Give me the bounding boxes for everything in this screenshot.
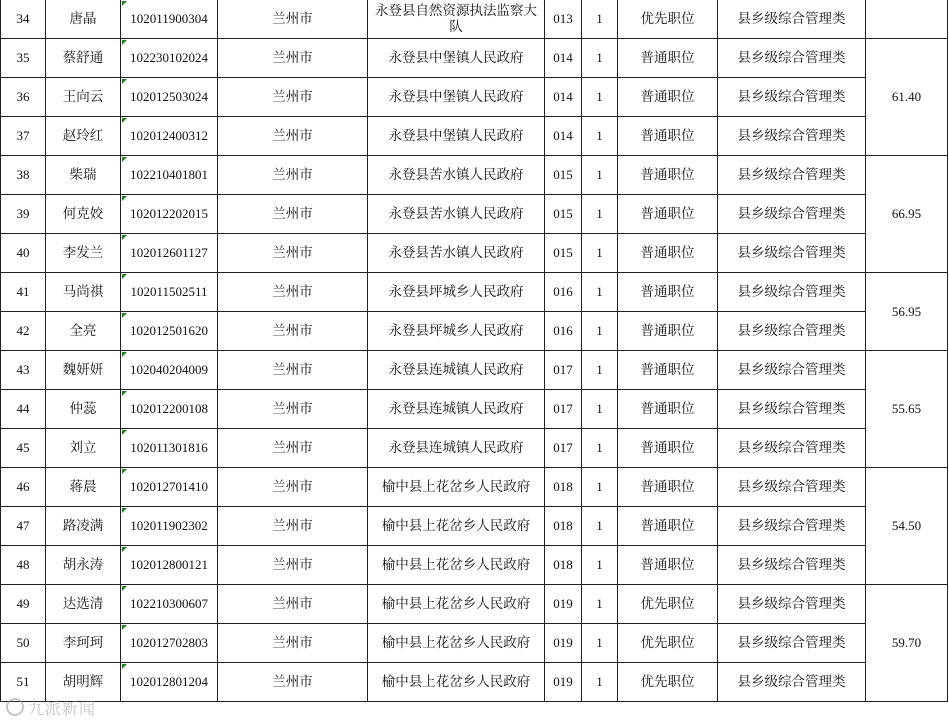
hiring-count-cell: 1 [582,234,618,273]
position-code-cell: 019 [545,663,582,702]
employer-unit-cell [368,468,545,507]
minimum-score-cell [866,0,948,39]
city-cell: 兰州市 [218,546,368,585]
position-type-cell: 优先职位 [618,624,718,663]
exam-id-cell: 102012501620 [121,312,218,351]
hiring-count-cell: 1 [582,351,618,390]
table-row [1,507,948,546]
exam-id-cell: 102012503024 [121,78,218,117]
table-row [1,429,948,468]
city-cell: 兰州市 [218,117,368,156]
exam-id-cell: 102011502511 [121,273,218,312]
employer-unit-cell [368,663,545,702]
city-cell: 兰州市 [218,195,368,234]
employer-unit-text: 永登县苦水镇人民政府 [388,206,524,222]
city-cell: 兰州市 [218,234,368,273]
employer-unit-cell [368,351,545,390]
position-category-cell: 县乡级综合管理类 [718,546,866,585]
hiring-count-cell: 1 [582,585,618,624]
position-category-cell: 县乡级综合管理类 [718,78,866,117]
position-type-cell: 普通职位 [618,156,718,195]
position-type-cell: 普通职位 [618,195,718,234]
city-cell: 兰州市 [218,351,368,390]
name-cell: 蒋晨 [46,468,121,507]
position-type-cell: 普通职位 [618,546,718,585]
position-code-cell: 015 [545,156,582,195]
hiring-count-cell: 1 [582,507,618,546]
city-cell: 兰州市 [218,624,368,663]
row-number-cell: 49 [1,585,46,624]
minimum-score-cell: 61.40 [866,39,948,156]
employer-unit-cell [368,507,545,546]
minimum-score-cell: 56.95 [866,273,948,351]
position-code-cell: 015 [545,195,582,234]
table-row [1,0,948,39]
position-code-cell: 018 [545,507,582,546]
employer-unit-text: 永登县中堡镇人民政府 [388,50,524,66]
name-cell: 胡永涛 [46,546,121,585]
employer-unit-cell [368,156,545,195]
row-number-cell: 48 [1,546,46,585]
exam-id-cell: 102012800121 [121,546,218,585]
employer-unit-cell [368,0,545,39]
exam-id-cell: 102012202015 [121,195,218,234]
hiring-count-cell: 1 [582,39,618,78]
table-row [1,78,948,117]
hiring-count-cell: 1 [582,117,618,156]
exam-id-cell: 102040204009 [121,351,218,390]
city-cell: 兰州市 [218,312,368,351]
position-type-cell: 普通职位 [618,351,718,390]
employer-unit-text: 永登县中堡镇人民政府 [388,128,524,144]
employer-unit-cell [368,585,545,624]
position-category-cell: 县乡级综合管理类 [718,390,866,429]
position-type-cell: 普通职位 [618,117,718,156]
employer-unit-cell [368,429,545,468]
table-row [1,351,948,390]
name-cell: 刘立 [46,429,121,468]
employer-unit-cell [368,312,545,351]
exam-id-cell: 102012702803 [121,624,218,663]
hiring-count-cell: 1 [582,0,618,39]
position-code-cell: 014 [545,39,582,78]
exam-id-cell: 102011902302 [121,507,218,546]
city-cell: 兰州市 [218,156,368,195]
watermark-logo-icon [6,698,24,716]
position-type-cell: 普通职位 [618,39,718,78]
name-cell: 蔡舒通 [46,39,121,78]
table-row [1,234,948,273]
exam-id-cell: 102011900304 [121,0,218,39]
table-body [1,0,948,702]
row-number-cell: 37 [1,117,46,156]
position-code-cell: 015 [545,234,582,273]
position-category-cell: 县乡级综合管理类 [718,312,866,351]
position-code-cell: 016 [545,273,582,312]
city-cell: 兰州市 [218,468,368,507]
position-category-cell: 县乡级综合管理类 [718,39,866,78]
employer-unit-cell [368,39,545,78]
employer-unit-text: 永登县连城镇人民政府 [388,401,524,417]
city-cell: 兰州市 [218,507,368,546]
row-number-cell: 47 [1,507,46,546]
minimum-score-cell: 59.70 [866,585,948,702]
employer-unit-text: 永登县中堡镇人民政府 [388,89,524,105]
row-number-cell: 34 [1,0,46,39]
employer-unit-cell [368,234,545,273]
name-cell: 全亮 [46,312,121,351]
employer-unit-text: 永登县连城镇人民政府 [388,362,524,378]
row-number-cell: 45 [1,429,46,468]
row-number-cell: 44 [1,390,46,429]
name-cell: 胡明辉 [46,663,121,702]
position-category-cell: 县乡级综合管理类 [718,351,866,390]
name-cell: 何克姣 [46,195,121,234]
name-cell: 柴瑞 [46,156,121,195]
employer-unit-text: 永登县坪城乡人民政府 [388,323,524,339]
table-row [1,468,948,507]
position-category-cell: 县乡级综合管理类 [718,507,866,546]
position-category-cell: 县乡级综合管理类 [718,156,866,195]
position-category-cell: 县乡级综合管理类 [718,663,866,702]
employer-unit-text: 永登县自然资源执法监察大队 [375,3,537,35]
position-code-cell: 013 [545,0,582,39]
position-code-cell: 017 [545,390,582,429]
exam-id-cell: 102012601127 [121,234,218,273]
table-row [1,312,948,351]
table-row [1,585,948,624]
row-number-cell: 36 [1,78,46,117]
position-category-cell: 县乡级综合管理类 [718,0,866,39]
position-code-cell: 014 [545,78,582,117]
position-category-cell: 县乡级综合管理类 [718,273,866,312]
hiring-count-cell: 1 [582,195,618,234]
table-row [1,546,948,585]
exam-id-cell: 102230102024 [121,39,218,78]
employer-unit-text: 永登县苦水镇人民政府 [388,245,524,261]
hiring-count-cell: 1 [582,273,618,312]
table-row [1,273,948,312]
row-number-cell: 42 [1,312,46,351]
position-type-cell: 普通职位 [618,234,718,273]
hiring-count-cell: 1 [582,78,618,117]
city-cell: 兰州市 [218,429,368,468]
minimum-score-cell: 54.50 [866,468,948,585]
position-type-cell: 普通职位 [618,429,718,468]
row-number-cell: 35 [1,39,46,78]
table-row [1,156,948,195]
name-cell: 马尚祺 [46,273,121,312]
hiring-count-cell: 1 [582,663,618,702]
employer-unit-cell [368,78,545,117]
employer-unit-text: 永登县连城镇人民政府 [388,440,524,456]
employer-unit-text: 榆中县上花岔乡人民政府 [381,479,531,495]
employer-unit-text: 榆中县上花岔乡人民政府 [381,596,531,612]
employer-unit-text: 榆中县上花岔乡人民政府 [381,518,531,534]
row-number-cell: 40 [1,234,46,273]
position-category-cell: 县乡级综合管理类 [718,468,866,507]
table-row [1,663,948,702]
position-category-cell: 县乡级综合管理类 [718,117,866,156]
position-code-cell: 018 [545,468,582,507]
minimum-score-cell: 55.65 [866,351,948,468]
exam-id-cell: 102012801204 [121,663,218,702]
position-category-cell: 县乡级综合管理类 [718,234,866,273]
row-number-cell: 50 [1,624,46,663]
exam-id-cell: 102012701410 [121,468,218,507]
employer-unit-cell [368,546,545,585]
table-row [1,195,948,234]
hiring-count-cell: 1 [582,624,618,663]
employer-unit-text: 榆中县上花岔乡人民政府 [381,557,531,573]
employer-unit-text: 永登县苦水镇人民政府 [388,167,524,183]
employer-unit-text: 榆中县上花岔乡人民政府 [381,674,531,690]
position-code-cell: 018 [545,546,582,585]
exam-id-cell: 102210300607 [121,585,218,624]
table-row [1,39,948,78]
minimum-score-cell: 66.95 [866,156,948,273]
employer-unit-cell [368,117,545,156]
hiring-count-cell: 1 [582,390,618,429]
position-type-cell: 普通职位 [618,78,718,117]
table-row [1,624,948,663]
hiring-count-cell: 1 [582,546,618,585]
hiring-count-cell: 1 [582,156,618,195]
position-code-cell: 016 [545,312,582,351]
position-type-cell: 普通职位 [618,468,718,507]
position-code-cell: 017 [545,351,582,390]
name-cell: 王向云 [46,78,121,117]
position-code-cell: 017 [545,429,582,468]
name-cell: 仲蕊 [46,390,121,429]
row-number-cell: 39 [1,195,46,234]
position-type-cell: 优先职位 [618,0,718,39]
position-type-cell: 优先职位 [618,663,718,702]
position-type-cell: 优先职位 [618,585,718,624]
employer-unit-cell [368,624,545,663]
city-cell: 兰州市 [218,390,368,429]
city-cell: 兰州市 [218,663,368,702]
table-row [1,390,948,429]
position-type-cell: 普通职位 [618,273,718,312]
position-code-cell: 014 [545,117,582,156]
row-number-cell: 46 [1,468,46,507]
hiring-count-cell: 1 [582,468,618,507]
employer-unit-cell [368,390,545,429]
row-number-cell: 51 [1,663,46,702]
exam-id-cell: 102210401801 [121,156,218,195]
position-type-cell: 普通职位 [618,312,718,351]
city-cell: 兰州市 [218,78,368,117]
employer-unit-cell [368,273,545,312]
name-cell: 路凌满 [46,507,121,546]
name-cell: 达选清 [46,585,121,624]
position-category-cell: 县乡级综合管理类 [718,585,866,624]
row-number-cell: 38 [1,156,46,195]
name-cell: 赵玲红 [46,117,121,156]
name-cell: 李发兰 [46,234,121,273]
hiring-count-cell: 1 [582,429,618,468]
exam-id-cell: 102012200108 [121,390,218,429]
watermark: 九派新闻 [6,696,96,719]
exam-id-cell: 102011301816 [121,429,218,468]
city-cell: 兰州市 [218,585,368,624]
employer-unit-text: 榆中县上花岔乡人民政府 [381,635,531,651]
position-category-cell: 县乡级综合管理类 [718,195,866,234]
position-code-cell: 019 [545,624,582,663]
row-number-cell: 43 [1,351,46,390]
position-type-cell: 普通职位 [618,390,718,429]
employer-unit-cell [368,195,545,234]
name-cell: 李珂珂 [46,624,121,663]
exam-id-cell: 102012400312 [121,117,218,156]
name-cell: 魏妍妍 [46,351,121,390]
position-category-cell: 县乡级综合管理类 [718,624,866,663]
employer-unit-text: 永登县坪城乡人民政府 [388,284,524,300]
position-code-cell: 019 [545,585,582,624]
table-row [1,117,948,156]
hiring-count-cell: 1 [582,312,618,351]
city-cell: 兰州市 [218,0,368,39]
position-type-cell: 普通职位 [618,507,718,546]
city-cell: 兰州市 [218,273,368,312]
position-category-cell: 县乡级综合管理类 [718,429,866,468]
city-cell: 兰州市 [218,39,368,78]
name-cell: 唐晶 [46,0,121,39]
row-number-cell: 41 [1,273,46,312]
